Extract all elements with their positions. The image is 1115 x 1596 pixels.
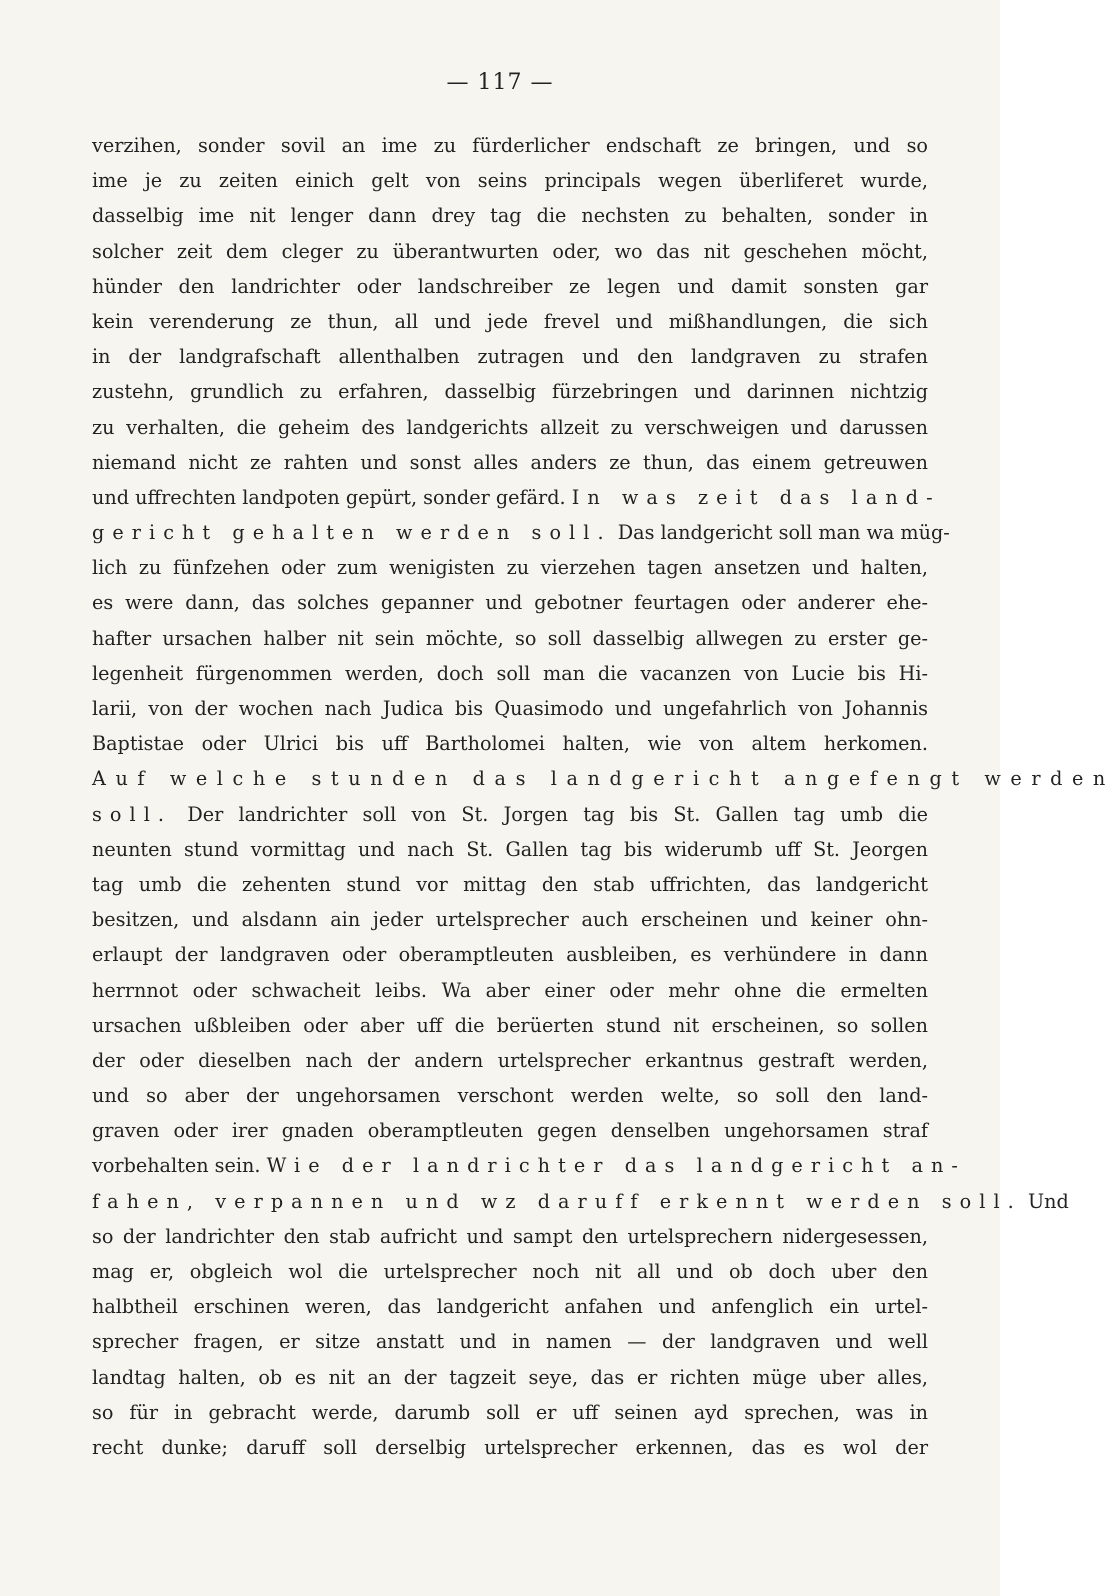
text-line: tag umb die zehenten stund vor mittag den stab uffrichten, das landgericht xyxy=(92,872,928,896)
text-line: so für in gebracht werde, darumb soll er uff seinen ayd sprechen, was in xyxy=(92,1400,928,1424)
text-line: halbtheil erschinen weren, das landgericht anfahen und anfenglich ein urtel- xyxy=(92,1295,928,1319)
text-line: in der landgrafschaft allenthalben zutragen und den landgraven zu strafen xyxy=(92,345,928,369)
text-line: legenheit fürgenommen werden, doch soll man die vacanzen von Lucie bis Hi- xyxy=(92,661,928,685)
page-number: — 117 — xyxy=(446,70,554,95)
text-line: herrnnot oder schwacheit leibs. Wa aber einer oder mehr ohne die ermelten xyxy=(92,978,928,1002)
section-heading: Auf welche stunden das landgericht angefengt werden xyxy=(92,767,1115,791)
text-line: kein verenderung ze thun, all und jede frevel und mißhandlungen, die sich xyxy=(92,309,928,333)
text-line: zu verhalten, die geheim des landgerichts allzeit zu verschweigen und darussen xyxy=(92,415,928,439)
text-fragment: Das landgericht soll man wa müg- xyxy=(617,521,950,545)
text-line: so der landrichter den stab aufricht und sampt den urtelsprechern nidergesessen, xyxy=(92,1224,928,1248)
text-line: zustehn, grundlich zu erfahren, dasselbig fürzebringen und darinnen nichtzig xyxy=(92,380,928,404)
text-line: lich zu fünfzehen oder zum wenigisten zu vierzehen tagen ansetzen und halten, xyxy=(92,556,928,580)
text-line: es were dann, das solches gepanner und gebotner feurtagen oder anderer ehe- xyxy=(92,591,928,615)
body-text xyxy=(92,128,1115,1465)
text-line-with-section-heading xyxy=(92,480,941,515)
section-heading-part: Wie der landrichter das landgericht an- xyxy=(266,1154,966,1178)
text-line: erlaupt der landgraven oder oberamptleuten ausbleiben, es verhündere in dann xyxy=(92,943,928,967)
text-line: und so aber der ungehorsamen verschont werden welte, so soll den land- xyxy=(92,1084,928,1108)
text-line: hafter ursachen halber nit sein möchte, so soll dasselbig allwegen zu erster ge- xyxy=(92,626,928,650)
text-line: niemand nicht ze rahten und sonst alles anders ze thun, das einem getreuwen xyxy=(92,450,928,474)
text-line: recht dunke; daruff soll derselbig urtelsprecher erkennen, das es wol der xyxy=(92,1435,928,1459)
section-heading-part: fahen, verpannen und wz daruff erkennt werden soll. xyxy=(92,1189,1022,1213)
text-line-with-section-heading xyxy=(92,1184,1069,1219)
text-line: neunten stund vormittag und nach St. Gallen tag bis widerumb uff St. Jeorgen xyxy=(92,837,928,861)
text-fragment: Und xyxy=(1027,1189,1069,1213)
text-line-with-section-heading xyxy=(92,515,950,550)
text-line: der oder dieselben nach der andern urtelsprecher erkantnus gestraft werden, xyxy=(92,1048,928,1072)
text-line: solcher zeit dem cleger zu überantwurten oder, wo das nit geschehen möcht, xyxy=(92,239,928,263)
text-line: verzihen, sonder sovil an ime zu fürderlicher endschaft ze bringen, und so xyxy=(92,134,928,157)
text-line: landtag halten, ob es nit an der tagzeit seye, das er richten müge uber alles, xyxy=(92,1365,928,1389)
section-heading-part: soll. xyxy=(92,802,173,826)
text-fragment: vorbehalten sein. xyxy=(92,1154,261,1178)
text-line: mag er, obgleich wol die urtelsprecher noch nit all und ob doch uber den xyxy=(92,1260,928,1283)
text-line-with-section-heading xyxy=(92,1148,966,1183)
text-fragment: Der landrichter soll von St. Jorgen tag bis St. Gallen tag umb die xyxy=(187,802,929,826)
text-line: dasselbig ime nit lenger dann drey tag die nechsten zu behalten, sonder in xyxy=(92,204,928,228)
section-heading-part: gericht gehalten werden soll. xyxy=(92,521,612,545)
text-line: Baptistae oder Ulrici bis uff Bartholomei halten, wie von altem herkomen. xyxy=(92,732,928,756)
section-heading-part: In was zeit das land- xyxy=(571,485,941,509)
text-line: ursachen ußbleiben oder aber uff die berüerten stund nit erscheinen, so sollen xyxy=(92,1013,928,1037)
text-line: sprecher fragen, er sitze anstatt und in namen — der landgraven und well xyxy=(92,1330,928,1354)
text-line: ime je zu zeiten einich gelt von seins principals wegen überliferet wurde, xyxy=(92,169,928,193)
text-line: larii, von der wochen nach Judica bis Quasimodo und ungefahrlich von Johannis xyxy=(92,697,928,720)
text-line: graven oder irer gnaden oberamptleuten gegen denselben ungehorsamen straf xyxy=(92,1119,928,1143)
text-fragment: und uffrechten landpoten gepürt, sonder gefärd. xyxy=(92,485,566,509)
text-line: hünder den landrichter oder landschreiber ze legen und damit sonsten gar xyxy=(92,274,928,298)
text-line: besitzen, und alsdann ain jeder urtelsprecher auch erscheinen und keiner ohn- xyxy=(92,908,928,932)
text-line-with-section-heading xyxy=(92,797,928,832)
